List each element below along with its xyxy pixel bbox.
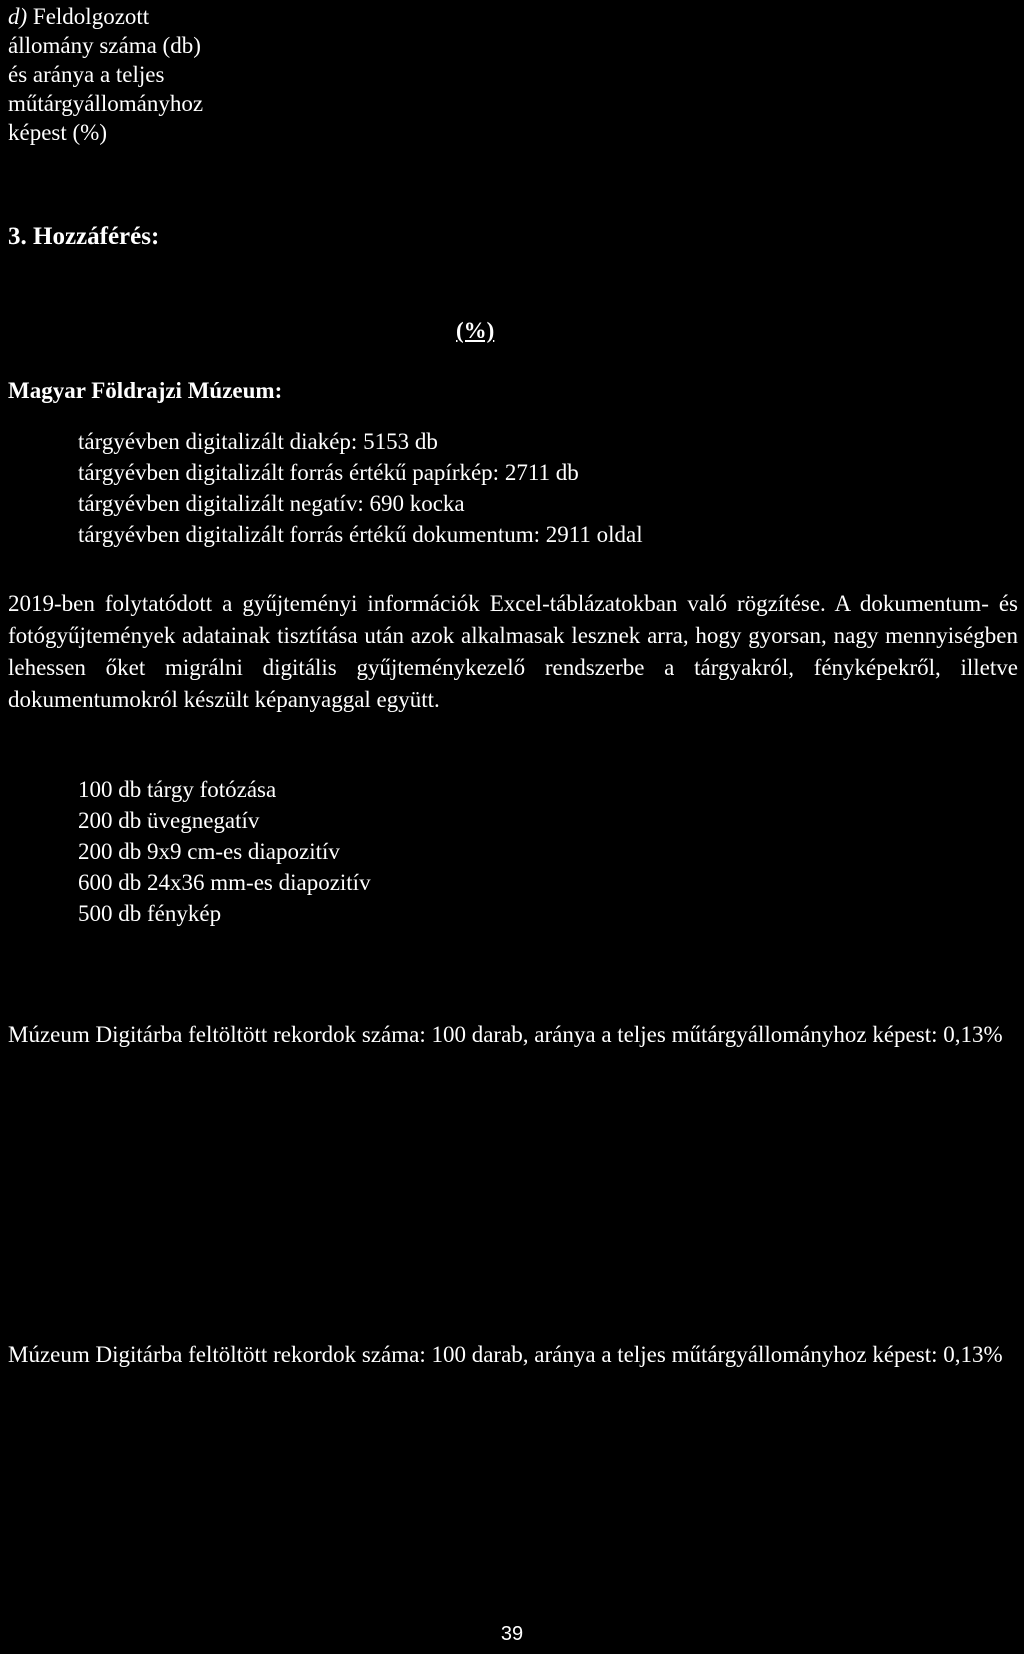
percent-heading: (%)	[456, 318, 495, 343]
digitalization-list	[78, 426, 643, 550]
photo-list	[78, 774, 371, 929]
list-item: 200 db üvegnegatív	[78, 808, 260, 833]
record-count-1: Múzeum Digitárba feltöltött rekordok száma: 100 darab, aránya a teljes műtárgyállományhoz képest: 0,13%	[8, 1022, 1003, 1047]
row-label-line-5: képest (%)	[8, 120, 107, 145]
body-paragraph: 2019-ben folytatódott a gyűjteményi információk Excel-táblázatokban való rögzítése. A dokumentum- és fotógyűjtemények adatainak tisztítása után azok alkalmasak lesznek arra, hogy gyorsan, nagy mennyiségben lehessen őket migrálni digitális gyűjteménykezelő rendszerbe a tárgyakról, fényképekről, illetve dokumentumokról készült képanyaggal együtt.	[8, 591, 1018, 712]
list-item: tárgyévben digitalizált forrás értékű dokumentum: 2911 oldal	[78, 522, 643, 547]
page-number: 39	[500, 1623, 524, 1645]
list-item: tárgyévben digitalizált negatív: 690 kocka	[78, 491, 465, 516]
museum-heading: Magyar Földrajzi Múzeum:	[8, 378, 283, 403]
section-heading: 3. Hozzáférés:	[8, 223, 160, 250]
list-item: 100 db tárgy fotózása	[78, 777, 277, 802]
row-label-line-1: d) Feldolgozott	[8, 4, 150, 29]
row-label	[8, 2, 268, 147]
record-count-2: Múzeum Digitárba feltöltött rekordok száma: 100 darab, aránya a teljes műtárgyállományhoz képest: 0,13%	[8, 1342, 1003, 1367]
row-label-line-4: műtárgyállományhoz	[8, 91, 204, 116]
list-item: 500 db fénykép	[78, 901, 222, 926]
row-label-line-3: és aránya a teljes	[8, 62, 165, 87]
row-label-line-2: állomány száma (db)	[8, 33, 201, 58]
list-item: tárgyévben digitalizált forrás értékű papírkép: 2711 db	[78, 460, 579, 485]
list-item: tárgyévben digitalizált diakép: 5153 db	[78, 429, 438, 454]
list-item: 200 db 9x9 cm-es diapozitív	[78, 839, 340, 864]
list-item: 600 db 24x36 mm-es diapozitív	[78, 870, 371, 895]
row-label-prefix: d)	[8, 4, 28, 29]
